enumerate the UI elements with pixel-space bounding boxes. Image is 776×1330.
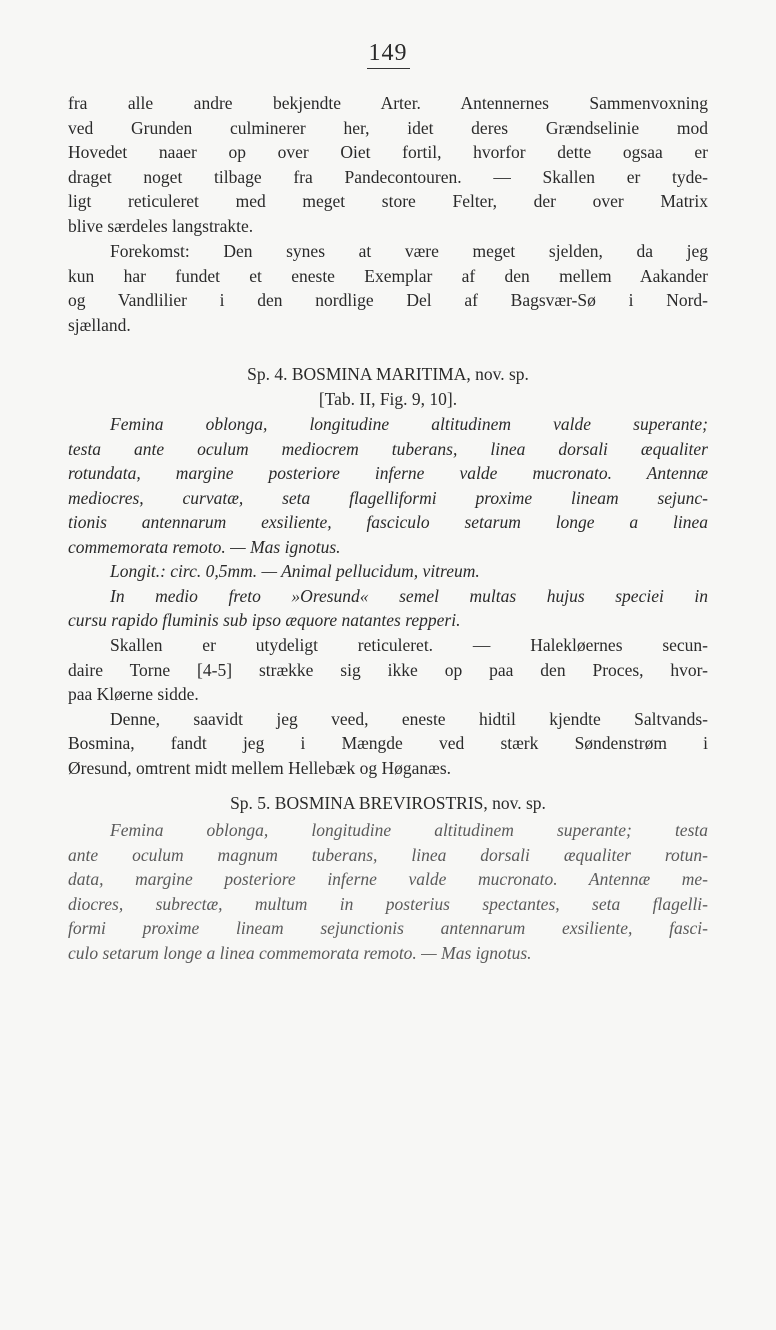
forekomst-paragraph [68, 239, 708, 337]
sp4-heading-block [68, 362, 708, 411]
sp4-danish-text [68, 633, 708, 780]
text-line: formi proxime lineam sejunctionis antennarum exsiliente, fasci- [68, 918, 708, 939]
text-line: diocres, subrectæ, multum in posterius spectantes, seta flagelli- [68, 893, 708, 914]
text-line: Bosmina, fandt jeg i Mængde ved stærk Søndenstrøm i [68, 733, 708, 754]
plate-reference: [Tab. II, Fig. 9, 10]. [318, 388, 458, 409]
species-heading: Sp. 5. BOSMINA BREVIROSTRIS, nov. sp. [230, 793, 546, 813]
text-line: rotundata, margine posteriore inferne valde mucronato. Antennæ [68, 463, 708, 484]
text-line: ante oculum magnum tuberans, linea dorsali æqualiter rotun- [68, 844, 708, 865]
text-line: mediocres, curvatæ, seta flagelliformi proxime lineam sejunc- [68, 487, 708, 508]
text-line: sjælland. [68, 314, 131, 335]
text-line: In medio freto »Oresund« semel multas hujus speciei in [110, 585, 708, 606]
text-line: Hovedet naaer op over Oiet fortil, hvorfor dette ogsaa er [68, 142, 708, 163]
text-line: kun har fundet et eneste Exemplar af den mellem Aakander [68, 265, 708, 286]
text-line: data, margine posteriore inferne valde mucronato. Antennæ me- [68, 869, 708, 890]
intro-paragraph [68, 91, 708, 238]
text-line: commemorata remoto. — Mas ignotus. [68, 536, 341, 557]
sp5-latin-description [68, 818, 708, 965]
species-heading: Sp. 4. BOSMINA MARITIMA, nov. sp. [247, 364, 529, 384]
text-line: og Vandlilier i den nordlige Del af Bagsvær-Sø i Nord- [68, 290, 708, 311]
text-line: Øresund, omtrent midt mellem Hellebæk og Høganæs. [68, 757, 452, 778]
text-line: ved Grunden culminerer her, idet deres Grændselinie mod [68, 117, 708, 138]
text-line: Longit.: circ. 0,5mm. — Animal pellucidum, vitreum. [110, 561, 480, 582]
text-line: ligt reticuleret med meget store Felter, der over Matrix [68, 191, 708, 212]
text-line: Skallen er utydeligt reticuleret. — Halekløernes secun- [110, 635, 708, 655]
text-line: Denne, saavidt jeg veed, eneste hidtil kjendte Saltvands- [110, 708, 708, 729]
text-line: fra alle andre bekjendte Arter. Antennernes Sammenvoxning [68, 93, 708, 113]
text-line: cursu rapido fluminis sub ipso æquore natantes repperi. [68, 610, 461, 631]
text-line: Femina oblonga, longitudine altitudinem valde superante; [110, 414, 708, 434]
text-line: paa Kløerne sidde. [68, 684, 199, 705]
text-line: Forekomst: Den synes at være meget sjelden, da jeg [110, 241, 708, 261]
text-line: culo setarum longe a linea commemorata remoto. — Mas ignotus. [68, 942, 532, 963]
page-number: 149 [0, 40, 776, 69]
text-line: draget noget tilbage fra Pandecontouren. — Skallen er tyde- [68, 166, 708, 187]
text-line: Femina oblonga, longitudine altitudinem superante; testa [110, 820, 708, 840]
sp5-heading-block [68, 791, 708, 816]
text-line: tionis antennarum exsiliente, fasciculo setarum longe a linea [68, 512, 708, 533]
text-line: testa ante oculum mediocrem tuberans, linea dorsali æqualiter [68, 438, 708, 459]
text-line: blive særdeles langstrakte. [68, 215, 254, 236]
text-line: daire Torne [4-5] strække sig ikke op paa den Proces, hvor- [68, 659, 708, 680]
sp4-latin-description [68, 412, 708, 633]
